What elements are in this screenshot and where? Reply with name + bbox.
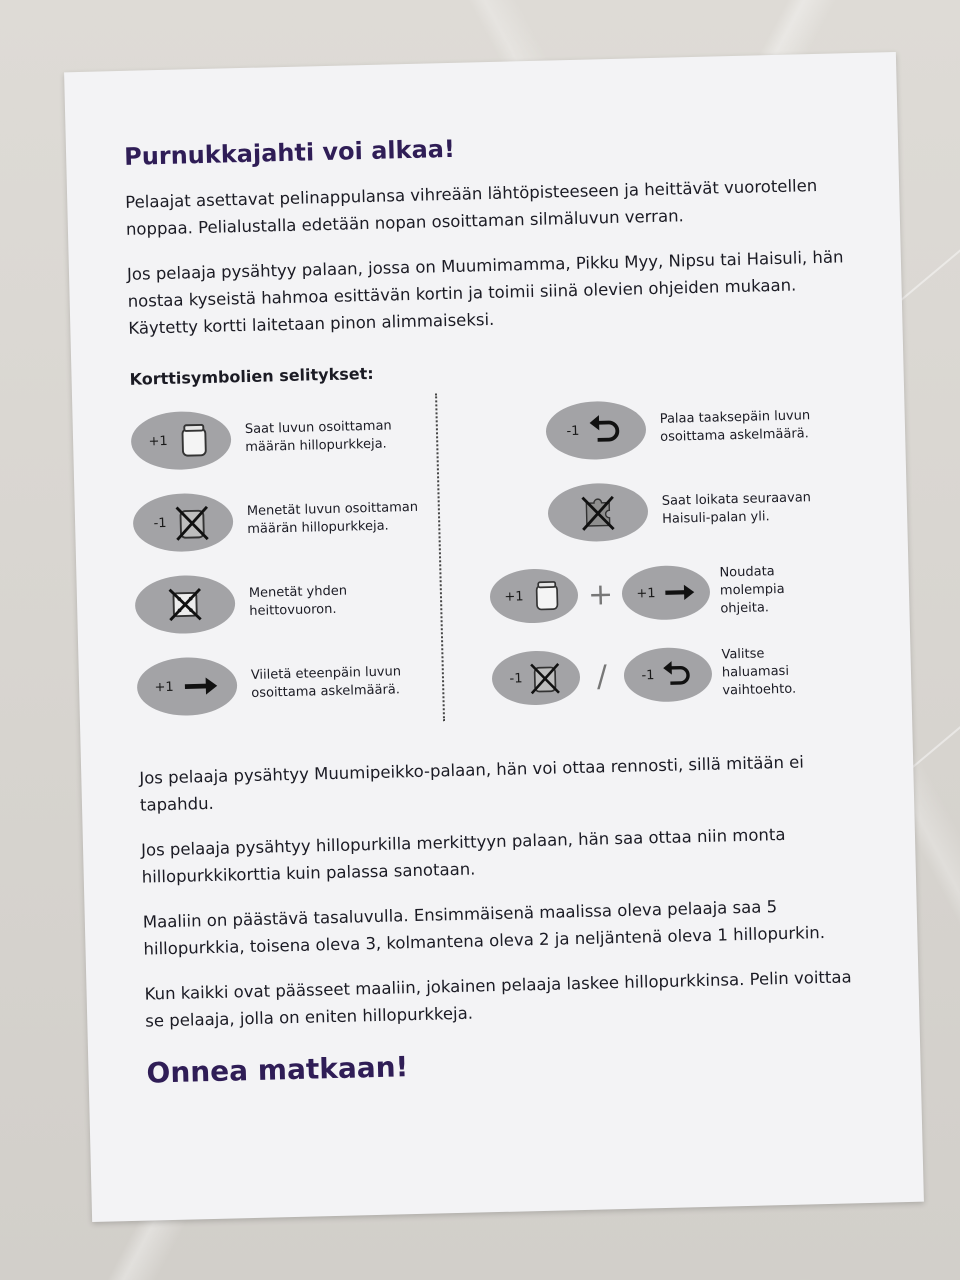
- rules-sheet: [64, 52, 924, 1222]
- symbol-row: [485, 384, 832, 474]
- symbol-oval: [623, 647, 712, 703]
- arrow-right-icon: [661, 575, 696, 610]
- symbol-label: Saat luvun osoittaman määrän hillopurkkeja.: [244, 418, 392, 456]
- badge-number: +1: [504, 588, 524, 605]
- crossed-jar-icon: [172, 503, 213, 542]
- symbol-row: [491, 630, 838, 720]
- symbol-oval: [545, 400, 646, 460]
- symbol-oval: [621, 565, 710, 621]
- paragraph: Jos pelaaja pysähtyy hillopurkilla merkittyyn palaan, hän saa ottaa niin monta hillopurkkikorttia kuin palassa sanotaan.: [140, 824, 786, 887]
- jar-icon: [173, 421, 214, 460]
- symbols-right-column: [485, 384, 838, 720]
- symbol-row: [132, 475, 454, 565]
- symbol-grid: [130, 384, 838, 729]
- symbol-combo: [491, 647, 712, 706]
- badge-number: +1: [154, 679, 174, 695]
- badge-number: -1: [509, 670, 523, 687]
- crossed-puzzle-icon: [578, 493, 619, 532]
- paragraph: Maaliin on päästävä tasaluvulla. Ensimmäisenä maalissa oleva pelaaja saa 5 hillopurkkia, toisena oleva 3, kolmantena oleva 2 ja neljäntenä oleva 1 hillopurkin.: [142, 897, 826, 959]
- symbol-row: [136, 639, 458, 729]
- arrow-right-icon: [179, 667, 220, 706]
- symbol-row: [134, 557, 456, 647]
- closing-heading: Onnea matkaan!: [146, 1050, 409, 1090]
- crossed-die-icon: [165, 585, 206, 624]
- symbols-left-column: [130, 393, 458, 729]
- symbol-oval: [547, 482, 648, 542]
- arrow-back-icon: [585, 411, 626, 450]
- symbol-combo: [489, 565, 710, 624]
- symbol-label: Noudata molempia ohjeita.: [719, 564, 785, 617]
- symbol-row: [130, 393, 452, 483]
- badge-number: -1: [566, 423, 580, 439]
- symbol-oval: [130, 410, 231, 470]
- symbol-label: Saat loikata seuraavan Haisuli-palan yli.: [661, 490, 812, 527]
- symbol-oval: [491, 650, 580, 706]
- symbol-oval: [134, 574, 235, 634]
- paragraph: Jos pelaaja pysähtyy Muumipeikko-palaan, hän voi ottaa rennosti, sillä mitään ei tapahdu.: [139, 752, 805, 815]
- symbol-oval: [132, 492, 233, 552]
- symbol-label: Palaa taaksepäin luvun osoittama askelmäärä.: [659, 408, 811, 445]
- or-operator: /: [596, 658, 608, 694]
- arrow-back-icon: [660, 657, 695, 692]
- symbol-label: Menetät yhden heittovuoron.: [248, 583, 348, 619]
- page-title: Purnukkajahti voi alkaa!: [123, 134, 456, 171]
- crossed-jar-icon: [528, 660, 563, 695]
- badge-number: +1: [148, 433, 168, 449]
- plus-operator: +: [587, 576, 614, 613]
- jar-icon: [529, 578, 564, 613]
- symbol-oval: [489, 568, 578, 624]
- badge-number: -1: [641, 667, 655, 683]
- symbol-label: Menetät luvun osoittaman määrän hillopurkkeja.: [246, 499, 419, 537]
- badge-number: +1: [636, 585, 656, 602]
- symbols-heading: Korttisymbolien selitykset:: [129, 363, 374, 389]
- symbol-label: Viiletä eteenpäin luvun osoittama askelmäärä.: [250, 664, 402, 701]
- paragraph: Pelaajat asettavat pelinappulansa vihreään lähtöpisteeseen ja heittävät vuorotellen noppaa. Pelialustalla edetään nopan osoittaman silmäluvun verran.: [125, 175, 818, 239]
- symbol-label: Valitse haluamasi vaihtoehto.: [721, 646, 797, 699]
- symbol-row: [487, 466, 834, 556]
- paragraph: Kun kaikki ovat päässeet maaliin, jokainen pelaaja laskee hillopurkkinsa. Pelin voittaa se pelaaja, jolla on eniten hillopurkkeja.: [144, 967, 852, 1031]
- paragraph: Jos pelaaja pysähtyy palaan, jossa on Muumimamma, Pikku Myy, Nipsu tai Haisuli, hän nostaa kyseistä hahmoa esittävän kortin ja toimii siinä olevien ohjeiden mukaan. Käytetty kortti laitetaan pinon alimmaiseksi.: [126, 247, 844, 338]
- symbol-oval: [136, 656, 237, 716]
- symbol-row: [489, 548, 836, 638]
- badge-number: -1: [153, 515, 167, 531]
